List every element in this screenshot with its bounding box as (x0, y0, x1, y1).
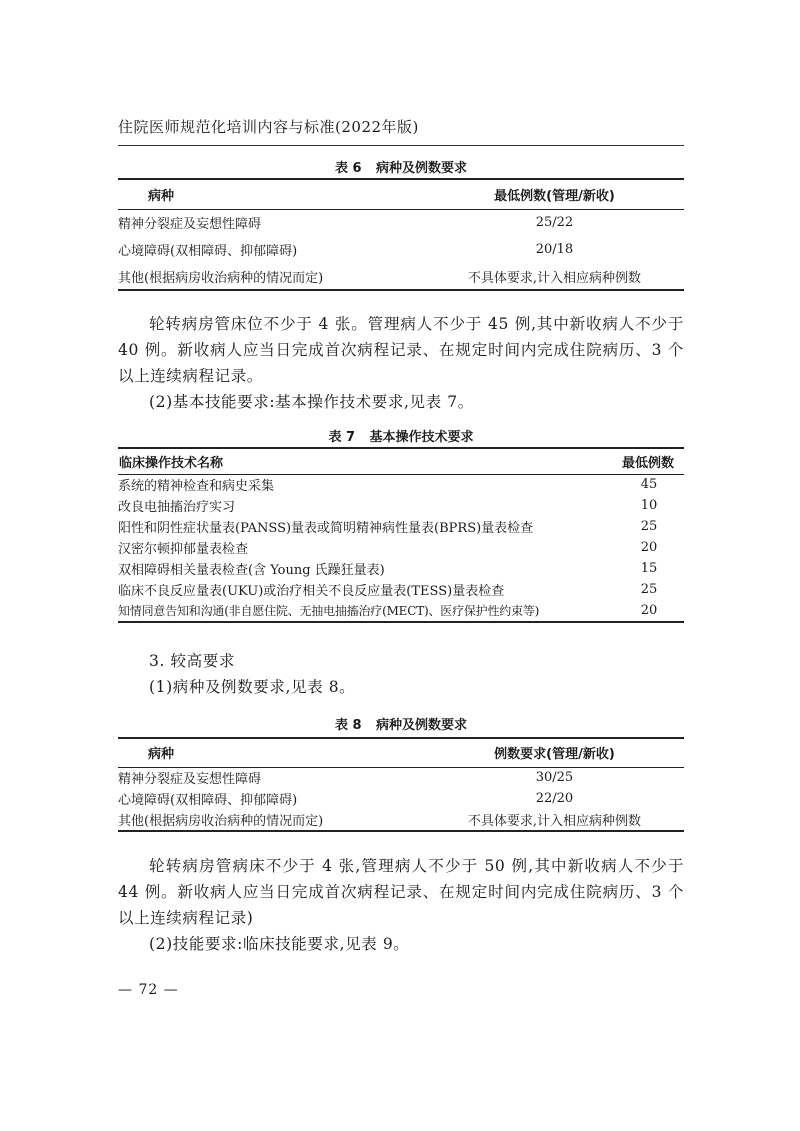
table6-title: 病种及例数要求 (376, 161, 468, 176)
paragraph: (2)技能要求:临床技能要求,见表 9。 (149, 935, 410, 953)
table7-title: 基本操作技术要求 (369, 430, 474, 445)
table7-cell: 阳性和阴性症状量表(PANSS)量表或简明精神病性量表(BPRS)量表检查 (118, 521, 534, 536)
table-row (118, 579, 684, 600)
table8-cell: 不具体要求,计入相应病种例数 (425, 809, 684, 831)
table6-cell: 心境障碍(双相障碍、抑郁障碍) (118, 244, 298, 259)
table7-cell: 25 (640, 582, 658, 597)
section-heading: 3. 较高要求 (149, 652, 235, 670)
table-row (118, 558, 684, 579)
table7-cell: 临床不良反应量表(UKU)或治疗相关不良反应量表(TESS)量表检查 (118, 584, 505, 599)
table7-cell: 汉密尔顿抑郁量表检查 (118, 542, 249, 557)
table7 (118, 447, 684, 623)
table6-cell: 25/22 (535, 215, 574, 231)
table-row (118, 600, 684, 622)
table-row (118, 263, 684, 290)
table8-cell: 心境障碍(双相障碍、抑郁障碍) (118, 793, 298, 808)
table-row (118, 516, 684, 537)
table7-number: 表 7 (328, 430, 356, 445)
table6-header-count: 最低例数(管理/新收) (425, 179, 684, 209)
table7-cell: 20 (640, 540, 658, 555)
table-row (118, 537, 684, 558)
table-row (118, 474, 684, 495)
table7-cell: 15 (640, 561, 658, 576)
table-row (118, 809, 684, 831)
table7-cell: 改良电抽搐治疗实习 (118, 500, 236, 515)
table8 (118, 737, 684, 832)
table6-cell: 不具体要求,计入相应病种例数 (425, 263, 684, 290)
table7-cell: 知情同意告知和沟通(非自愿住院、无抽电抽搐治疗(MECT)、医疗保护性约束等) (118, 600, 614, 622)
table8-cell: 精神分裂症及妄想性障碍 (118, 772, 262, 788)
table-row (118, 788, 684, 809)
paragraph: (1)病种及例数要求,见表 8。 (149, 678, 356, 696)
paragraph: 轮转病房管床位不少于 4 张。管理病人不少于 45 例,其中新收病人不少于 40 例。新收病人应当日完成首次病程记录、在规定时间内完成住院病历、3 个以上连续病程记录。 (118, 315, 684, 385)
table7-cell: 双相障碍相关量表检查(含 Young 氏躁狂量表) (118, 563, 385, 578)
table8-header-disease: 病种 (118, 738, 425, 767)
table-row (118, 236, 684, 263)
table7-header-name: 临床操作技术名称 (118, 448, 614, 474)
table6-caption (118, 157, 684, 176)
table8-cell: 30/25 (535, 770, 574, 786)
page-number: — 72 — (118, 982, 179, 998)
paragraph: (2)基本技能要求:基本操作技术要求,见表 7。 (149, 393, 474, 411)
table6-number: 表 6 (334, 161, 362, 176)
table7-cell: 45 (640, 477, 658, 493)
table8-cell: 其他(根据病房收治病种的情况而定) (118, 809, 425, 831)
table-row (118, 209, 684, 236)
table-row (118, 767, 684, 788)
table6 (118, 178, 684, 291)
table6-cell: 精神分裂症及妄想性障碍 (118, 217, 262, 233)
table8-caption (118, 714, 684, 733)
table6-header-disease: 病种 (118, 179, 425, 209)
table6-cell: 其他(根据病房收治病种的情况而定) (118, 263, 425, 290)
table7-header-count: 最低例数 (614, 448, 684, 474)
table6-cell: 20/18 (535, 242, 574, 257)
table7-cell: 25 (640, 519, 658, 534)
table8-cell: 22/20 (535, 791, 574, 806)
table7-cell: 20 (614, 600, 684, 622)
table8-header-count: 例数要求(管理/新收) (425, 738, 684, 767)
table7-cell: 10 (640, 498, 658, 513)
table7-cell: 系统的精神检查和病史采集 (118, 479, 275, 495)
table7-caption (118, 426, 684, 445)
table8-number: 表 8 (334, 718, 362, 733)
paragraph: 轮转病房管病床不少于 4 张,管理病人不少于 50 例,其中新收病人不少于 44 例。新收病人应当日完成首次病程记录、在规定时间内完成住院病历、3 个以上连续病程记录) (118, 857, 684, 927)
running-head: 住院医师规范化培训内容与标准(2022年版) (118, 116, 684, 146)
table-row (118, 495, 684, 516)
table8-title: 病种及例数要求 (376, 718, 468, 733)
